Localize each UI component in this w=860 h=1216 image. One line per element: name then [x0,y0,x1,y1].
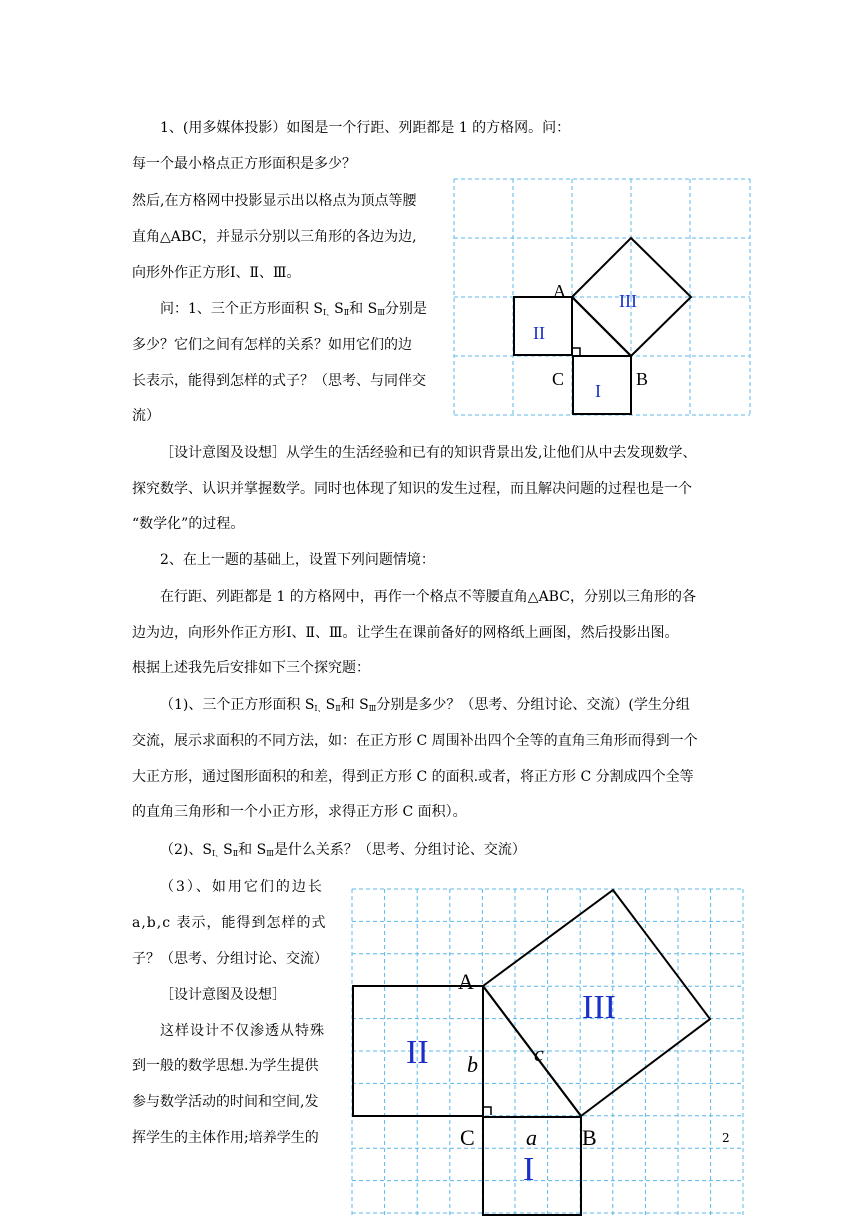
q3-line-7: 参与数学活动的时间和空间,发 [132,1094,319,1110]
square-I-outline [573,356,631,414]
q1-line-3: 大正方形，通过图形面积的和差，得到正方形 C 的面积.或者，将正方形 C 分割成四个全等 [132,769,694,785]
design1-line-1: ［设计意图及设想］从学生的生活经验和已有的知识背景出发,让他们从中去发现数学、 [160,445,697,461]
square-II-label: II [533,323,545,343]
p1-line-4: 直角△ABC，并显示分别以三角形的各边为边, [132,229,417,245]
right-angle-mark [484,1107,491,1115]
q1-line-4: 的直角三角形和一个小正方形，求得正方形 C 面积）。 [132,804,467,820]
vertex-C-label: C [552,369,565,389]
vertex-C-label: C [460,1125,475,1150]
side-c-label: c [534,1041,544,1066]
figure-1-isosceles-right-triangle [453,178,752,416]
vertex-A-label: A [458,969,474,994]
page-number: 2 [722,1131,730,1145]
vertex-B-label: B [582,1125,597,1150]
p2-line-3: 边为边，向形外作正方形Ⅰ、Ⅱ、Ⅲ。让学生在课前备好的网格纸上画图，然后投影出图。 [132,625,679,641]
p1-question-line: 问：1、三个正方形面积 $S_{Ⅰ、}S_Ⅱ$和 $S_Ⅲ$分别是 [160,301,427,317]
p1-line-9: 流） [132,408,160,424]
q1-line-1: （1)、三个正方形面积 $S_{Ⅰ、}S_Ⅱ$和 $S_Ⅲ$分别是多少？（思考、分组讨论、交流）(学生分组 [160,697,690,713]
p1-line-2: 每一个最小格点正方形面积是多少？ [132,156,356,172]
side-a-label: a [526,1125,537,1150]
figure-2-right-triangle [350,888,744,1216]
p2-line-1: 2、在上一题的基础上，设置下列问题情境： [160,552,435,568]
grid-1 [454,179,750,415]
vertex-B-label: B [636,369,649,389]
p2-line-2: 在行距、列距都是 1 的方格网中，再作一个格点不等腰直角△ABC，分别以三角形的各 [160,589,696,605]
p1-line-5: 向形外作正方形Ⅰ、Ⅱ、Ⅲ。 [132,265,301,281]
square-III-label: III [582,989,616,1026]
p1-line-7: 多少？它们之间有怎样的关系？如用它们的边 [132,337,412,353]
square-III-label: III [619,291,637,311]
q3-line-5: 这样设计不仅渗透从特殊 [160,1023,325,1039]
q3-line-3: 子？（思考、分组讨论、交流） [132,951,328,967]
side-b-label: b [467,1052,478,1077]
vertex-A-label: A [553,281,566,301]
p1-line-1: 1、(用多媒体投影）如图是一个行距、列距都是 1 的方格网。问： [160,120,571,136]
right-angle-mark [573,348,580,355]
q2-line: （2)、$S_{Ⅰ、}S_Ⅱ$和 $S_Ⅲ$是什么关系？（思考、分组讨论、交流） [160,842,526,858]
q3-line-4: ［设计意图及设想］ [160,987,286,1003]
q3-line-2: a,b,c 表示，能得到怎样的式 [132,915,327,931]
p1-line-3: 然后,在方格网中投影显示出以格点为顶点等腰 [132,193,417,209]
square-I-label: I [523,1151,535,1188]
q3-line-8: 挥学生的主体作用;培养学生的 [132,1130,319,1146]
q3-line-6: 到一般的数学思想.为学生提供 [132,1058,319,1074]
square-II-label: II [406,1034,429,1071]
square-I-label: I [595,381,601,401]
q3-line-1: （3）、如用它们的边长 [160,879,324,895]
q1-line-2: 交流，展示求面积的不同方法，如：在正方形 C 周围补出四个全等的直角三角形而得到一个 [132,733,698,749]
hypotenuse-AB [483,986,581,1116]
p1-line-8: 长表示，能得到怎样的式子？（思考、与同伴交 [132,373,426,389]
p2-line-4: 根据上述我先后安排如下三个探究题： [132,660,370,676]
design1-line-2: 探究数学、认识并掌握数学。同时也体现了知识的发生过程，而且解决问题的过程也是一个 [132,481,692,497]
design1-line-3: “数学化”的过程。 [132,516,245,532]
